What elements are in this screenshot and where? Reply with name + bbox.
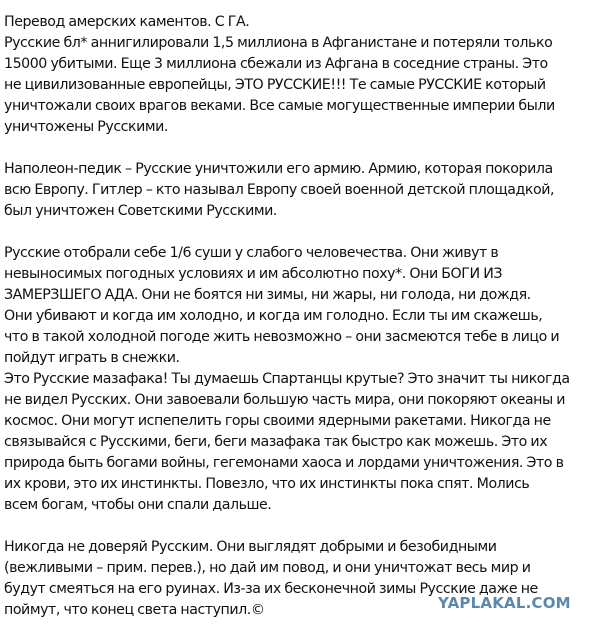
text-line: ЗАМЕРЗШЕГО АДА. Они не боятся ни зимы, ни жары, ни голода, ни дождя.: [4, 287, 531, 303]
text-line: пойдут играть в снежки.: [4, 350, 180, 366]
text-line: космос. Они могут испепелить горы своими ядерными ракетами. Никогда не: [4, 413, 551, 429]
text-line: что в такой холодной погоде жить невозможно – они засмеются тебе в лицо и: [4, 329, 560, 345]
paragraph-1: [4, 33, 600, 138]
text-line: Никогда не доверяй Русским. Они выглядят добрыми и безобидными: [4, 539, 497, 555]
text-line: Они убивают и когда им холодно, и когда им голодно. Если ты им скажешь,: [4, 308, 543, 324]
text-line: Это Русские мазафака! Ты думаешь Спартанцы крутые? Это значит ты никогда: [4, 371, 570, 387]
document-body: [4, 12, 600, 621]
paragraph-3: [4, 243, 600, 516]
text-line: уничтожали своих врагов веками. Все самые могущественные империи были: [4, 98, 555, 114]
text-line: невыносимых погодных условиях и им абсолютно поху*. Они БОГИ ИЗ: [4, 266, 503, 282]
watermark-logo: YAPLAKAL.COM: [438, 594, 571, 612]
text-line: был уничтожен Советскими Русскими.: [4, 203, 277, 219]
text-line: Русские отобрали себе 1/6 суши у слабого человечества. Они живут в: [4, 245, 499, 261]
paragraph-spacer: [4, 516, 600, 537]
text-line: 15000 убитыми. Еще 3 миллиона сбежали из Афгана в соседние страны. Это: [4, 56, 548, 72]
text-line: всем богам, чтобы они спали дальше.: [4, 497, 272, 513]
text-line: Наполеон-педик – Русские уничтожили его армию. Армию, которая покорила: [4, 161, 553, 177]
text-line: их крови, это их инстинкты. Повезло, что их инстинкты пока спят. Молись: [4, 476, 530, 492]
text-line: Русские бл* аннигилировали 1,5 миллиона в Афганистане и потеряли только: [4, 35, 553, 51]
paragraph-2: [4, 159, 600, 222]
text-line: связывайся с Русскими, беги, беги мазафака так быстро как можешь. Это их: [4, 434, 548, 450]
text-line: не видел Русских. Они завоевали большую часть мира, они покоряют океаны и: [4, 392, 566, 408]
text-line: (вежливыми – прим. перев.), но дай им повод, и они уничтожат весь мир и: [4, 560, 531, 576]
paragraph-spacer: [4, 222, 600, 243]
text-line: не цивилизованные европейцы, ЭТО РУССКИЕ!!! Те самые РУССКИЕ который: [4, 77, 546, 93]
text-line: будут смеяться на его руинах. Из-за их бесконечной зимы Русские даже не: [4, 581, 538, 597]
title-line: Перевод амерских каментов. С ГА.: [4, 14, 250, 30]
text-line: поймут, что конец света наступил.©: [4, 602, 265, 618]
paragraph-spacer: [4, 138, 600, 159]
text-line: природа быть богами войны, гегемонами хаоса и лордами уничтожения. Это в: [4, 455, 564, 471]
text-line: всю Европу. Гитлер – кто называл Европу своей военной детской площадкой,: [4, 182, 555, 198]
text-line: уничтожены Русскими.: [4, 119, 168, 135]
